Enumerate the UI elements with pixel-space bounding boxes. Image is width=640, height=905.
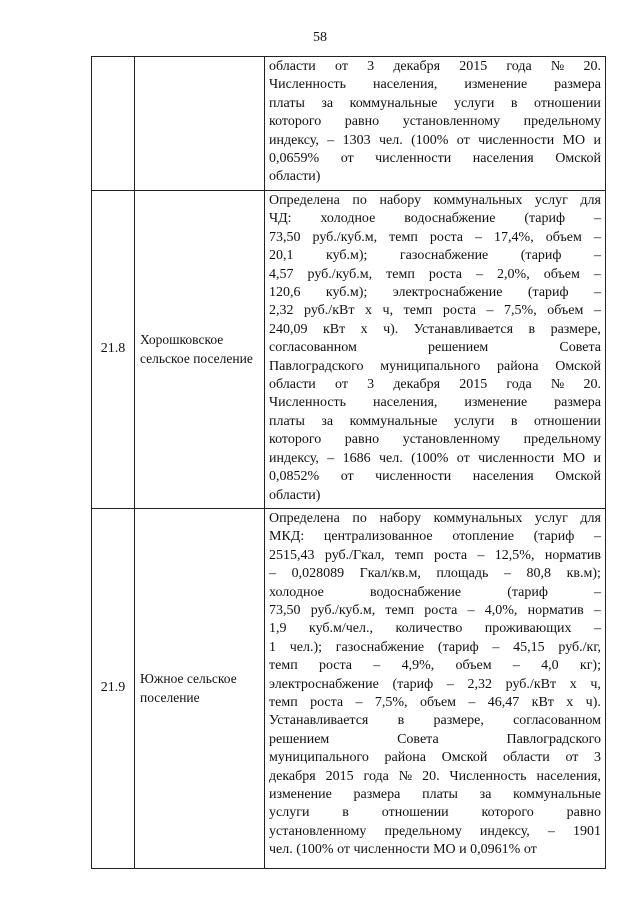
text-line: области от 3 декабря 2015 года № 20. xyxy=(269,377,601,393)
text-line: Численность населения, изменение размера xyxy=(269,395,601,411)
text-line: Численность населения, изменение размера xyxy=(269,77,601,93)
text-line: индексу, – 1686 чел. (100% от численности МО и xyxy=(269,450,601,466)
row-number xyxy=(92,57,135,191)
municipal-table xyxy=(91,56,606,869)
text-line: платы за коммунальные услуги в отношении xyxy=(269,413,601,429)
text-line: 4,57 руб./куб.м, темп роста – 2,0%, объем – xyxy=(269,266,601,282)
text-line: согласованном решением Совета xyxy=(269,340,601,356)
text-line: платы за коммунальные услуги в отношении xyxy=(269,95,601,111)
description-cell xyxy=(265,57,606,191)
description-cell xyxy=(265,191,606,509)
text-line: – 0,028089 Гкал/кв.м, площадь – 80,8 кв.м); xyxy=(269,566,601,582)
text-line: декабря 2015 года № 20. Численность населения, xyxy=(269,768,601,784)
text-line: муниципального района Омской области от 3 xyxy=(269,750,601,766)
municipality-name: Хорошковское сельское поселение xyxy=(135,191,265,509)
text-line: которого равно установленному предельному xyxy=(269,114,601,130)
text-line: 1 чел.); газоснабжение (тариф – 45,15 руб./кг, xyxy=(269,639,601,655)
text-line: области от 3 декабря 2015 года № 20. xyxy=(269,59,601,74)
page-number: 58 xyxy=(313,30,327,45)
text-line: установленному предельному индексу, – 1901 xyxy=(269,823,601,839)
text-line: которого равно установленному предельному xyxy=(269,432,601,448)
municipality-name: Южное сельское поселение xyxy=(135,508,265,868)
table-row xyxy=(92,57,606,191)
table-row xyxy=(92,508,606,868)
text-line: решением Совета Павлоградского xyxy=(269,731,601,747)
text-line: 2515,43 руб./Гкал, темп роста – 12,5%, норматив xyxy=(269,547,601,563)
text-line: Определена по набору коммунальных услуг для xyxy=(269,193,601,208)
text-line: холодное водоснабжение (тариф – xyxy=(269,584,601,600)
text-line: 73,50 руб./куб.м, темп роста – 4,0%, норматив – xyxy=(269,602,601,618)
text-line: индексу, – 1303 чел. (100% от численности МО и xyxy=(269,132,601,148)
text-line: области) xyxy=(269,487,321,503)
text-line: 2,32 руб./кВт х ч, темп роста – 7,5%, объем – xyxy=(269,303,601,319)
table-row xyxy=(92,191,606,509)
text-line: электроснабжение (тариф – 2,32 руб./кВт х ч, xyxy=(269,676,601,692)
text-line: чел. (100% от численности МО и 0,0961% от xyxy=(269,842,537,858)
text-line: области) xyxy=(269,169,321,185)
text-line: услуги в отношении которого равно xyxy=(269,805,601,821)
text-line: 20,1 куб.м); газоснабжение (тариф – xyxy=(269,248,601,264)
text-line: Павлоградского муниципального района Омской xyxy=(269,358,601,374)
description-cell xyxy=(265,508,606,868)
text-line: изменение размера платы за коммунальные xyxy=(269,787,601,802)
text-line: 240,09 кВт х ч). Устанавливается в размере, xyxy=(269,321,601,337)
text-line: ЧД: холодное водоснабжение (тариф – xyxy=(269,211,601,227)
municipality-name xyxy=(135,57,265,191)
text-line: темп роста – 4,9%, объем – 4,0 кг); xyxy=(269,658,601,674)
text-line: Определена по набору коммунальных услуг для xyxy=(269,510,601,526)
text-line: 0,0852% от численности населения Омской xyxy=(269,469,601,485)
text-line: 120,6 куб.м); электроснабжение (тариф – xyxy=(269,285,601,301)
text-line: 0,0659% от численности населения Омской xyxy=(269,151,601,167)
text-line: МКД: централизованное отопление (тариф – xyxy=(269,529,601,545)
row-number: 21.9 xyxy=(92,508,135,868)
row-number: 21.8 xyxy=(92,191,135,509)
text-line: 73,50 руб./куб.м, темп роста – 17,4%, объем – xyxy=(269,229,601,245)
text-line: 1,9 куб.м/чел., количество проживающих – xyxy=(269,621,601,637)
text-line: Устанавливается в размере, согласованном xyxy=(269,713,601,729)
text-line: темп роста – 7,5%, объем – 46,47 кВт х ч). xyxy=(269,694,601,710)
